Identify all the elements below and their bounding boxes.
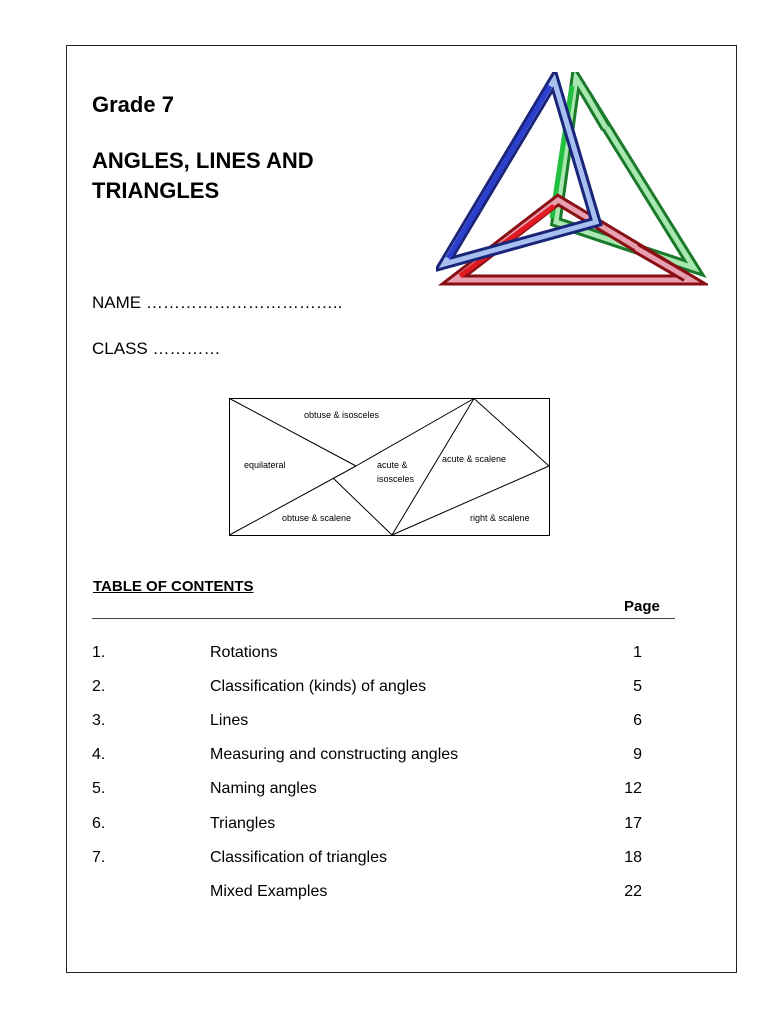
toc-page: 17 — [624, 815, 642, 832]
toc-topic: Mixed Examples — [210, 883, 328, 900]
toc-number: 1. — [92, 644, 106, 661]
label-obtuse-isosceles: obtuse & isosceles — [304, 410, 380, 420]
toc-page: 22 — [624, 883, 642, 900]
label-equilateral: equilateral — [244, 460, 286, 470]
toc-row — [92, 678, 652, 700]
toc-number: 6. — [92, 815, 106, 832]
toc-number: 2. — [92, 678, 106, 695]
toc-row — [92, 780, 652, 802]
toc-number: 3. — [92, 712, 106, 729]
interlocking-triangles-logo — [436, 72, 708, 290]
toc-topic: Classification (kinds) of angles — [210, 678, 427, 695]
toc-page: 1 — [633, 644, 642, 661]
toc-row — [92, 746, 652, 768]
toc-divider — [92, 618, 675, 619]
toc-topic: Triangles — [210, 815, 276, 832]
title-line-2: TRIANGLES — [92, 178, 220, 203]
toc-page: 5 — [633, 678, 642, 695]
label-acute-scalene: acute & scalene — [442, 454, 507, 464]
title-line-1: ANGLES, LINES AND — [92, 148, 314, 173]
toc-row — [92, 712, 652, 734]
toc-page: 9 — [633, 746, 642, 763]
toc-topic: Classification of triangles — [210, 849, 387, 866]
label-obtuse-scalene: obtuse & scalene — [282, 513, 352, 523]
label-acute-isosceles-2: isosceles — [377, 474, 415, 484]
toc-number: 5. — [92, 780, 106, 797]
class-field: CLASS ………… — [92, 339, 221, 358]
toc-topic: Naming angles — [210, 780, 317, 797]
triangle-classification-diagram — [229, 398, 551, 538]
grade-heading: Grade 7 — [92, 92, 174, 117]
toc-topic: Lines — [210, 712, 249, 729]
toc-row — [92, 883, 652, 905]
toc-page: 12 — [624, 780, 642, 797]
label-acute-isosceles-1: acute & — [377, 460, 408, 470]
name-field: NAME …………………………….. — [92, 293, 343, 312]
toc-page-heading: Page — [624, 598, 660, 615]
toc-number: 7. — [92, 849, 106, 866]
toc-row — [92, 849, 652, 871]
label-right-scalene: right & scalene — [470, 513, 530, 523]
toc-topic: Rotations — [210, 644, 278, 661]
toc-heading: TABLE OF CONTENTS — [93, 578, 254, 595]
toc-number: 4. — [92, 746, 106, 763]
toc-row — [92, 644, 652, 666]
toc-page: 18 — [624, 849, 642, 866]
page-title — [92, 146, 412, 206]
toc-topic: Measuring and constructing angles — [210, 746, 459, 763]
toc-row — [92, 815, 652, 837]
toc-page: 6 — [633, 712, 642, 729]
